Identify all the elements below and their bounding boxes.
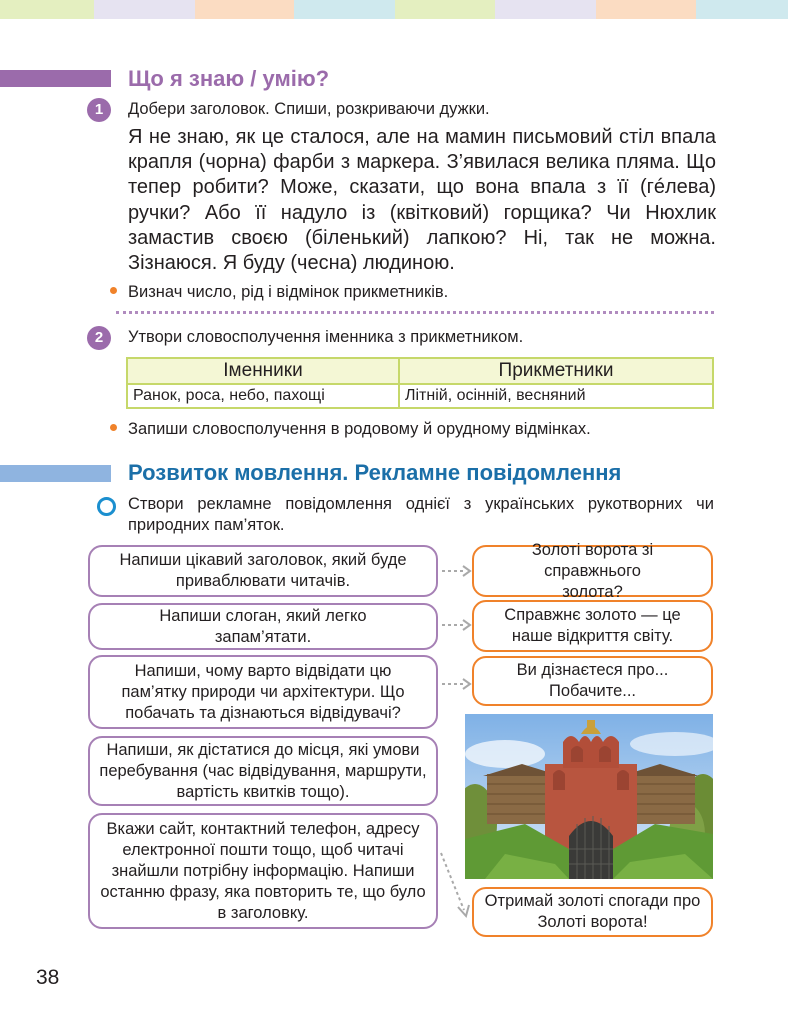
- section2-title: Розвиток мовлення. Рекламне повідомлення: [128, 460, 622, 485]
- hint-box-contacts: Вкажи сайт, контактний телефон, адресу електронної пошти тощо, щоб читачі знайшли потрібну інформацію. Напиши останню фразу, яка повторить те, що було в заголовку.: [88, 813, 438, 929]
- task1-bullet: Визнач число, рід і відмінок прикметників.: [128, 283, 449, 301]
- top-stripe-1: [0, 0, 94, 19]
- task2-bullet: Запиши словосполучення в родовому й орудному відмінках.: [128, 420, 591, 438]
- task2-instruction: Утвори словосполучення іменника з прикметником.: [128, 328, 524, 346]
- section1-title: Що я знаю / умію?: [128, 66, 330, 91]
- section1-bar: [0, 70, 111, 87]
- top-stripe-4: [294, 0, 395, 19]
- task3-ring-marker: [97, 497, 116, 516]
- task1-instruction: Добери заголовок. Спиши, розкриваючи дужки.: [128, 100, 490, 118]
- arrow-icon: [440, 564, 472, 578]
- top-stripe-2: [94, 0, 195, 19]
- arrow-icon: [440, 677, 472, 691]
- hint-box-slogan: Напиши слоган, який легко запам’ятати.: [88, 603, 438, 650]
- task1-text: Я не знаю, як це сталося, але на мамин письмовий стіл впала крапля (чорна) фарби з маркера. З’явилася велика пляма. Що тепер робити? Може, сказати, що вона впала з її (гéлева) ручки? Або її надуло із (квітковий) горщика? Чи Нюхлик замастив своєю (біленький) лапкою? Ні, так не можна. Зізнаюся. Я буду (чесна) людиною.: [128, 126, 716, 275]
- page-number: 38: [36, 966, 60, 989]
- hint-box-directions: Напиши, як дістатися до місця, які умови перебування (час відвідування, маршрути, вартість квитків тощо).: [88, 736, 438, 806]
- table-header-adjectives: Прикметники: [399, 358, 713, 384]
- section2-bar: [0, 465, 111, 482]
- top-stripe-6: [495, 0, 596, 19]
- arrow-icon: [440, 618, 472, 632]
- dotted-divider: [116, 311, 714, 314]
- example-box-reasons: Ви дізнаєтеся про... Побачите...: [472, 656, 713, 706]
- hint-box-headline: Напиши цікавий заголовок, який буде приваблювати читачів.: [88, 545, 438, 597]
- table-header-nouns: Іменники: [127, 358, 399, 384]
- table-cell-nouns: Ранок, роса, небо, пахощі: [127, 384, 399, 408]
- hint-box-reasons: Напиши, чому варто відвідати цю пам’ятку природи чи архітектури. Що побачать та дізнаються відвідувачі?: [88, 655, 438, 729]
- task1-bullet-marker: [110, 287, 117, 294]
- example-box-headline: Золоті ворота зі справжнього золота?: [472, 545, 713, 597]
- top-stripe-5: [395, 0, 495, 19]
- words-table: [126, 357, 714, 409]
- example-box-slogan: Справжнє золото — це наше відкриття світу.: [472, 600, 713, 652]
- table-cell-adjectives: Літній, осінній, весняний: [399, 384, 713, 408]
- task2-bullet-marker: [110, 424, 117, 431]
- task2-number: 2: [87, 326, 111, 350]
- top-stripe-3: [195, 0, 294, 19]
- top-stripe-7: [596, 0, 696, 19]
- top-stripe-8: [696, 0, 788, 19]
- task3-instruction: Створи рекламне повідомлення однієї з українських рукотворних чи природних пам’яток.: [128, 495, 714, 534]
- task1-number: 1: [87, 98, 111, 122]
- golden-gate-photo: [465, 714, 713, 879]
- example-box-final: Отримай золоті спогади про Золоті ворота!: [472, 887, 713, 937]
